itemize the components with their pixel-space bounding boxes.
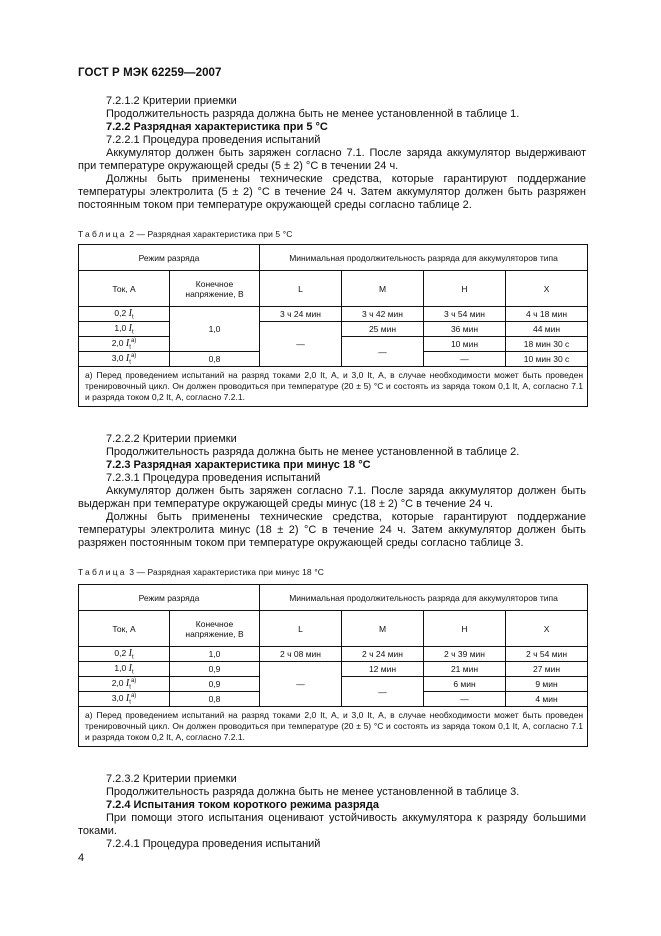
section-heading: 7.2.3 Разрядная характеристика при минус 18 °С	[106, 459, 371, 471]
paragraph: Продолжительность разряда должна быть не менее установленной в таблице 1.	[106, 108, 520, 120]
clause-heading: 7.2.4.1 Процедура проведения испытаний	[106, 838, 321, 850]
value-cell: 12 мин	[342, 662, 424, 677]
paragraph: Продолжительность разряда должна быть не менее установленной в таблице 2.	[106, 446, 520, 458]
value-cell: 2 ч 08 мин	[260, 647, 342, 662]
current-column-header: Ток, А	[79, 611, 170, 647]
table-row	[79, 322, 588, 337]
type-column-header: L	[260, 271, 342, 307]
section-7-2-1-2	[78, 95, 586, 212]
table-3	[78, 584, 588, 747]
value-cell: 3 ч 42 мин	[342, 307, 424, 322]
page-number: 4	[78, 852, 85, 864]
value-cell: 3 ч 24 мин	[260, 307, 342, 322]
voltage-cell: 0,8	[170, 352, 260, 367]
paragraph: Должны быть применены технические средства, которые гарантируют поддержание температуры электролита минус (18 ± 2) °С в течение 24 ч. Затем аккумулятор должен быть разряжен постоянным током при температуре окружающей среды согласно таблице 3.	[78, 511, 586, 549]
value-cell: —	[342, 677, 424, 707]
value-cell: 25 мин	[342, 322, 424, 337]
type-column-header: M	[342, 611, 424, 647]
table-row	[79, 662, 588, 677]
value-cell: —	[342, 337, 424, 367]
voltage-cell: 0,9	[170, 662, 260, 677]
value-cell: 6 мин	[424, 677, 506, 692]
value-cell: 10 мин	[424, 337, 506, 352]
type-column-header: X	[506, 611, 588, 647]
type-column-header: H	[424, 271, 506, 307]
mode-header: Режим разряда	[79, 585, 260, 611]
section-heading: 7.2.4 Испытания током короткого режима разряда	[106, 799, 379, 811]
paragraph: При помощи этого испытания оценивают устойчивость аккумулятора к разряду большими токами.	[78, 812, 586, 837]
clause-heading: 7.2.3.2 Критерии приемки	[106, 773, 237, 785]
value-cell: —	[424, 352, 506, 367]
type-column-header: L	[260, 611, 342, 647]
current-cell: 0,2 $I_t$	[79, 307, 170, 322]
value-cell: 18 мин 30 с	[506, 337, 588, 352]
mode-header: Режим разряда	[79, 245, 260, 271]
value-cell: 2 ч 39 мин	[424, 647, 506, 662]
voltage-cell: 0,8	[170, 692, 260, 707]
value-cell: 2 ч 24 мин	[342, 647, 424, 662]
table-caption-word: Таблица	[78, 229, 127, 239]
clause-heading: 7.2.2.1 Процедура проведения испытаний	[106, 134, 321, 146]
current-cell: 1,0 $I_t$	[79, 662, 170, 677]
value-cell: 27 мин	[506, 662, 588, 677]
paragraph: Аккумулятор должен быть заряжен согласно 7.1. После заряда аккумулятор должен быть выдержан при температуре окружающей среды минус (18 ± 2) °С в течение 24 ч.	[78, 485, 586, 510]
value-cell: 4 ч 18 мин	[506, 307, 588, 322]
current-column-header: Ток, А	[79, 271, 170, 307]
paragraph: Должны быть применены технические средства, которые гарантируют поддержание температуры электролита (5 ± 2) °С в течение 24 ч. Затем аккумулятор должен быть разряжен постоянным током при температуре окружающей среды согласно таблице 2.	[78, 173, 586, 211]
paragraph: Продолжительность разряда должна быть не менее установленной в таблице 3.	[106, 786, 520, 798]
value-cell: —	[260, 662, 342, 707]
section-7-2-2-2	[78, 433, 586, 550]
value-cell: 36 мин	[424, 322, 506, 337]
table-caption-text: 2 — Разрядная характеристика при 5 °С	[129, 229, 293, 239]
table-2	[78, 244, 588, 407]
table-row	[79, 307, 588, 322]
clause-heading: 7.2.1.2 Критерии приемки	[106, 95, 237, 107]
type-column-header: X	[506, 271, 588, 307]
clause-heading: 7.2.2.2 Критерии приемки	[106, 433, 237, 445]
current-cell: 3,0 $I_t^{а)}$	[79, 352, 170, 367]
value-cell: 44 мин	[506, 322, 588, 337]
section-7-2-3-2	[78, 773, 586, 851]
min-duration-header: Минимальная продолжительность разряда для аккумуляторов типа	[260, 245, 588, 271]
value-cell: 4 мин	[506, 692, 588, 707]
type-column-header: M	[342, 271, 424, 307]
voltage-cell: 1,0	[170, 307, 260, 352]
value-cell: 2 ч 54 мин	[506, 647, 588, 662]
current-cell: 1,0 $I_t$	[79, 322, 170, 337]
min-duration-header: Минимальная продолжительность разряда для аккумуляторов типа	[260, 585, 588, 611]
value-cell: 10 мин 30 с	[506, 352, 588, 367]
document-header: ГОСТ Р МЭК 62259—2007	[78, 67, 222, 79]
voltage-column-header: Конечное напряжение, В	[170, 611, 260, 647]
voltage-cell: 0,9	[170, 677, 260, 692]
clause-heading: 7.2.3.1 Процедура проведения испытаний	[106, 472, 321, 484]
table-row	[79, 647, 588, 662]
table-caption-word: Таблица	[78, 567, 127, 577]
value-cell: —	[424, 692, 506, 707]
value-cell: —	[260, 322, 342, 367]
voltage-column-header: Конечное напряжение, В	[170, 271, 260, 307]
table-footnote: а) Перед проведением испытаний на разряд токами 2,0 It, А, и 3,0 It, А, в случае необходимости может быть проведен тренировочный цикл. Он должен проводиться при температуре (20 ± 5) °С и состоять из заряда током 0,1 It, А, согласно 7.1 и разряда током 0,2 It, А, согласно 7.2.1.	[79, 367, 588, 407]
table-caption-text: 3 — Разрядная характеристика при минус 18 °С	[129, 567, 324, 577]
value-cell: 21 мин	[424, 662, 506, 677]
value-cell: 9 мин	[506, 677, 588, 692]
value-cell: 3 ч 54 мин	[424, 307, 506, 322]
current-cell: 0,2 $I_t$	[79, 647, 170, 662]
paragraph: Аккумулятор должен быть заряжен согласно 7.1. После заряда аккумулятор выдерживают при температуре окружающей среды (5 ± 2) °С в течении 24 ч.	[78, 147, 586, 172]
table-2-caption	[78, 229, 292, 239]
table-3-caption	[78, 567, 324, 577]
current-cell: 2,0 $I_t^{а)}$	[79, 337, 170, 352]
table-footnote: а) Перед проведением испытаний на разряд токами 2,0 It, А, и 3,0 It, А, в случае необходимости может быть проведен тренировочный цикл. Он должен проводиться при температуре (20 ± 5) °С и состоять из заряда током 0,1 It, А, согласно 7.1 и разряда током 0,2 It, А, согласно 7.2.1.	[79, 707, 588, 747]
section-heading: 7.2.2 Разрядная характеристика при 5 °С	[106, 121, 328, 133]
current-cell: 3,0 $I_t^{а)}$	[79, 692, 170, 707]
type-column-header: H	[424, 611, 506, 647]
current-cell: 2,0 $I_t^{а)}$	[79, 677, 170, 692]
voltage-cell: 1,0	[170, 647, 260, 662]
